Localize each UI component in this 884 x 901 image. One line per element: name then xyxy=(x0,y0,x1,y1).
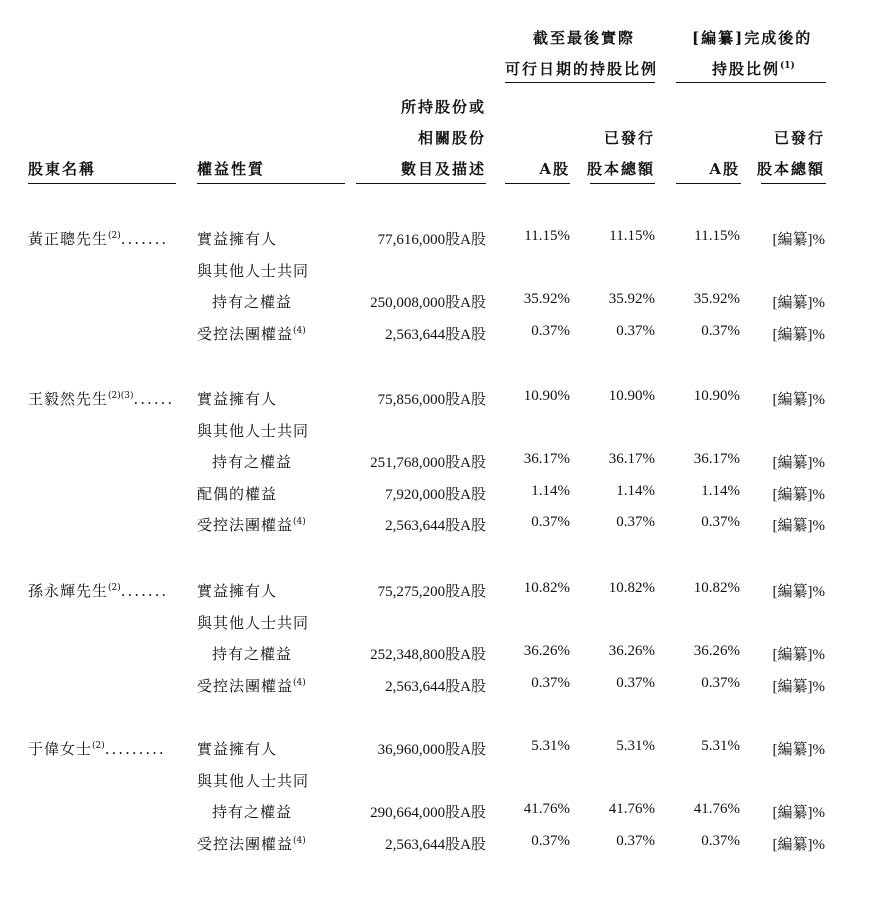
interest-nature xyxy=(212,801,292,822)
interest-nature-text: 實益擁有人 xyxy=(197,390,278,408)
col-header-shares: 所持股份或 xyxy=(400,98,486,116)
interest-nature-text: 持有之權益 xyxy=(212,453,293,472)
shareholder-name-text: 黃正聰先生 xyxy=(28,230,109,248)
shareholder-name xyxy=(28,738,166,759)
interest-nature xyxy=(197,770,309,791)
pct-total-latest: 10.90% xyxy=(608,388,655,404)
shares-description: 75,275,200股A股 xyxy=(377,584,486,600)
leader-dots: ...... xyxy=(133,390,175,408)
pct-a-shares-after: 41.76% xyxy=(693,801,740,818)
shares-description: 2,563,644股A股 xyxy=(385,326,486,343)
footnote-ref: (2) xyxy=(92,741,105,751)
pct-total-after: [編纂]% xyxy=(772,678,825,695)
pct-total-latest: 41.76% xyxy=(608,801,655,818)
pct-total-after: [編纂]% xyxy=(772,805,825,822)
divider xyxy=(356,183,486,184)
interest-nature-text: 受控法團權益 xyxy=(197,676,294,695)
footnote-ref: (4) xyxy=(293,325,306,336)
pct-total-after: [編纂]% xyxy=(772,392,825,408)
pct-a-shares-latest: 0.37% xyxy=(531,322,570,339)
leader-dots: ....... xyxy=(120,230,169,248)
pct-a-shares-after: 35.92% xyxy=(693,291,740,308)
shares-description: 77,616,000股A股 xyxy=(377,232,486,248)
interest-nature-text: 受控法團權益 xyxy=(197,834,294,853)
footnote-ref: (2)(3) xyxy=(108,391,134,401)
divider xyxy=(197,183,345,184)
pct-total-latest: 0.37% xyxy=(616,514,655,531)
pct-total-latest: 0.37% xyxy=(616,832,655,849)
interest-nature-text: 受控法團權益 xyxy=(197,516,294,535)
pct-a-shares-latest: 11.15% xyxy=(524,228,570,244)
pct-total-latest: 35.92% xyxy=(608,291,655,308)
interest-nature xyxy=(197,388,277,409)
pct-a-shares-latest: 10.82% xyxy=(523,580,570,596)
footnote-ref: (2) xyxy=(108,231,121,241)
pct-a-shares-after: 36.17% xyxy=(693,451,740,468)
divider xyxy=(505,183,570,184)
pct-total-after: [編纂]% xyxy=(772,326,825,343)
group-header-latest: 可行日期的持股比例 xyxy=(505,60,659,78)
col-header-a-shares: A股 xyxy=(539,160,570,178)
pct-total-after: [編纂]% xyxy=(772,518,825,535)
pct-a-shares-after: 1.14% xyxy=(701,482,740,499)
divider xyxy=(676,183,741,184)
shares-description: 36,960,000股A股 xyxy=(377,742,486,758)
leader-dots: ....... xyxy=(120,582,169,600)
pct-total-latest: 11.15% xyxy=(609,228,655,244)
pct-a-shares-after: 0.37% xyxy=(701,674,740,691)
interest-nature-text: 與其他人士共同 xyxy=(197,421,310,440)
interest-nature xyxy=(197,420,309,441)
pct-a-shares-latest: 41.76% xyxy=(523,801,570,818)
pct-total-after: [編纂]% xyxy=(772,836,825,853)
shares-description: 7,920,000股A股 xyxy=(385,486,486,503)
interest-nature-text: 持有之權益 xyxy=(212,803,293,822)
pct-a-shares-after: 10.82% xyxy=(693,580,740,596)
pct-a-shares-after: 0.37% xyxy=(701,514,740,531)
col-header-name: 股東名稱 xyxy=(28,160,97,178)
col-header-total: 股本總額 xyxy=(586,160,655,178)
col-header-total: 股本總額 xyxy=(756,160,825,178)
interest-nature-text: 受控法團權益 xyxy=(197,324,294,343)
pct-a-shares-latest: 5.31% xyxy=(531,738,570,754)
pct-a-shares-after: 11.15% xyxy=(694,228,740,244)
divider xyxy=(505,82,655,83)
interest-nature xyxy=(212,291,292,312)
pct-total-latest: 5.31% xyxy=(616,738,655,754)
interest-nature xyxy=(197,260,309,281)
pct-total-latest: 10.82% xyxy=(608,580,655,596)
pct-total-after: [編纂]% xyxy=(772,742,825,758)
pct-a-shares-latest: 0.37% xyxy=(531,832,570,849)
pct-a-shares-latest: 35.92% xyxy=(523,291,570,308)
col-header-total: 已發行 xyxy=(773,129,825,147)
pct-total-after: [編纂]% xyxy=(772,295,825,312)
shareholder-name-text: 王毅然先生 xyxy=(28,390,109,408)
pct-a-shares-after: 5.31% xyxy=(701,738,740,754)
interest-nature-text: 持有之權益 xyxy=(212,645,293,664)
shareholder-name xyxy=(28,580,168,601)
pct-total-latest: 0.37% xyxy=(616,674,655,691)
interest-nature xyxy=(212,643,292,664)
col-header-shares: 相關股份 xyxy=(417,129,486,147)
pct-total-latest: 1.14% xyxy=(616,482,655,499)
footnote-ref: (4) xyxy=(293,677,306,688)
pct-total-latest: 0.37% xyxy=(616,322,655,339)
pct-total-latest: 36.17% xyxy=(608,451,655,468)
divider xyxy=(590,183,655,184)
interest-nature xyxy=(197,833,306,854)
interest-nature-text: 與其他人士共同 xyxy=(197,613,310,632)
pct-a-shares-latest: 0.37% xyxy=(531,674,570,691)
pct-total-after: [編纂]% xyxy=(772,647,825,664)
interest-nature xyxy=(197,228,277,249)
interest-nature-text: 持有之權益 xyxy=(212,293,293,312)
group-header-latest: 截至最後實際 xyxy=(533,29,636,47)
footnote-ref: (4) xyxy=(293,835,306,846)
interest-nature xyxy=(197,323,306,344)
pct-a-shares-latest: 1.14% xyxy=(531,482,570,499)
interest-nature-text: 與其他人士共同 xyxy=(197,261,310,280)
group-header-after: 持股比例$^{(1)}$ xyxy=(712,60,795,78)
pct-total-after: [編纂]% xyxy=(772,232,825,248)
col-header-shares: 數目及描述 xyxy=(400,160,486,178)
leader-dots: ......... xyxy=(104,740,166,758)
interest-nature-text: 配偶的權益 xyxy=(197,484,278,503)
pct-a-shares-latest: 10.90% xyxy=(523,388,570,404)
pct-a-shares-after: 0.37% xyxy=(701,832,740,849)
pct-a-shares-latest: 0.37% xyxy=(531,514,570,531)
interest-nature xyxy=(197,675,306,696)
pct-total-after: [編纂]% xyxy=(772,486,825,503)
col-header-a-shares: A股 xyxy=(709,160,740,178)
shareholder-name-text: 孫永輝先生 xyxy=(28,582,109,600)
pct-total-after: [編纂]% xyxy=(772,455,825,472)
shares-description: 2,563,644股A股 xyxy=(385,678,486,695)
interest-nature-text: 實益擁有人 xyxy=(197,740,278,758)
interest-nature xyxy=(197,514,306,535)
interest-nature xyxy=(197,612,309,633)
shares-description: 250,008,000股A股 xyxy=(370,295,486,312)
interest-nature xyxy=(197,483,277,504)
col-header-nature: 權益性質 xyxy=(197,160,266,178)
shares-description: 2,563,644股A股 xyxy=(385,518,486,535)
interest-nature xyxy=(197,580,277,601)
pct-a-shares-after: 10.90% xyxy=(693,388,740,404)
shares-description: 251,768,000股A股 xyxy=(370,455,486,472)
footnote-ref: (2) xyxy=(108,583,121,593)
col-header-total: 已發行 xyxy=(603,129,655,147)
divider xyxy=(28,183,176,184)
interest-nature-text: 實益擁有人 xyxy=(197,582,278,600)
shares-description: 75,856,000股A股 xyxy=(377,392,486,408)
shares-description: 290,664,000股A股 xyxy=(370,805,486,822)
divider xyxy=(761,183,826,184)
interest-nature xyxy=(212,451,292,472)
interest-nature xyxy=(197,738,277,759)
pct-a-shares-after: 36.26% xyxy=(693,643,740,660)
shareholder-name-text: 于偉女士 xyxy=(28,740,93,758)
pct-total-after: [編纂]% xyxy=(772,584,825,600)
shares-description: 2,563,644股A股 xyxy=(385,836,486,853)
footnote-ref: (4) xyxy=(293,517,306,528)
shareholder-name xyxy=(28,388,174,409)
shareholder-name xyxy=(28,228,168,249)
group-header-after: [編纂]完成後的 xyxy=(692,29,813,47)
divider xyxy=(676,82,826,83)
interest-nature-text: 與其他人士共同 xyxy=(197,771,310,790)
shares-description: 252,348,800股A股 xyxy=(370,647,486,664)
pct-total-latest: 36.26% xyxy=(608,643,655,660)
pct-a-shares-latest: 36.17% xyxy=(523,451,570,468)
pct-a-shares-after: 0.37% xyxy=(701,322,740,339)
pct-a-shares-latest: 36.26% xyxy=(523,643,570,660)
interest-nature-text: 實益擁有人 xyxy=(197,230,278,248)
